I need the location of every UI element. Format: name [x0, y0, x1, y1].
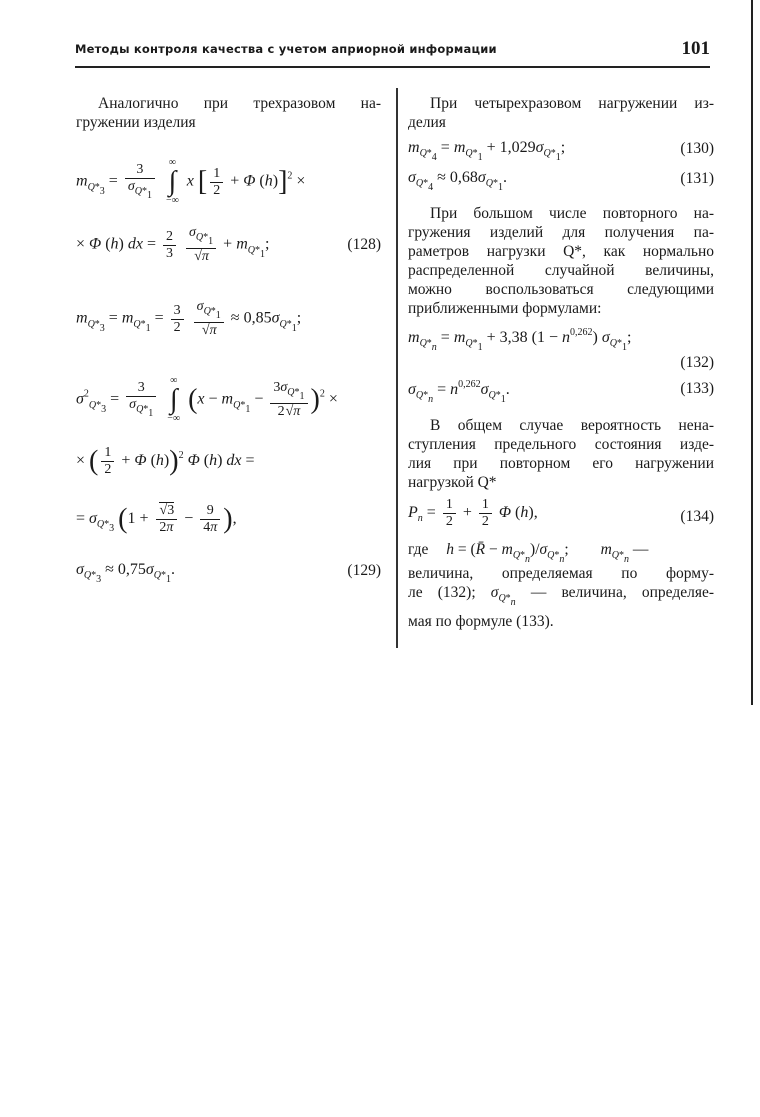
formula-134: $P_n$ = $\frac{1}{2}$ + $\frac{1}{2}$ Φ (h),	[408, 497, 538, 529]
formula-variance-part3: = $\sigma_{Q*_3}$ (1 + $\frac{√3}{2\pi}$ − $\frac{9}{4\pi}$ ),	[76, 503, 237, 535]
header-rule	[75, 66, 710, 68]
eq133-number: (133)	[680, 380, 714, 397]
tail-line3-a: ле (132);	[408, 584, 476, 601]
para2-line3: раметров нагрузки Q*, как нормально	[408, 243, 714, 260]
formula-130: $m_{Q*_4} = m_{Q*_1} + 1,029\sigma_{Q*_1}$;	[408, 139, 566, 163]
left-intro-line1: Аналогично при трехразовом на-	[98, 95, 381, 112]
eq-variance-line1	[76, 364, 381, 436]
para2-line1: При большом числе повторного на-	[430, 205, 714, 222]
formula-128-part1: $m_{Q*_3}$ = $\frac{3}{\sigma_{Q*_1}}$ ∞ ∫ −∞ x [ $\frac{1}{2}$ + Φ (h)]$^2$ ×	[76, 157, 306, 206]
left-column	[76, 94, 381, 590]
eq128-number: (128)	[347, 236, 381, 253]
column-divider	[396, 88, 398, 648]
eq132-line1	[408, 318, 714, 352]
where-line	[408, 538, 714, 564]
tail-line3-b: — величина, определяе-	[530, 584, 715, 601]
formula-128-part3: $m_{Q*_3} = m_{Q*_1}$ = $\frac{3}{2}$ $\frac{\sigma_{Q*_1}}{√\pi}$ ≈ $0,85\sigma_{Q*_1}$;	[76, 299, 302, 338]
para3-line4: нагрузкой Q*	[408, 474, 497, 491]
left-intro-line2: гружении изделия	[76, 114, 196, 131]
para3-line1: В общем случае вероятность нена-	[430, 417, 714, 434]
right-paragraph-2	[408, 204, 714, 318]
eq-variance-line3	[76, 492, 381, 554]
right-intro-line1: При четырехразовом нагружении из-	[430, 95, 714, 112]
page-number: 101	[681, 38, 710, 59]
para2-line4: распределенной случайной величины,	[408, 262, 714, 279]
eq129-line	[76, 554, 381, 590]
eq134-line	[408, 492, 714, 538]
where-word: где	[408, 541, 429, 558]
where-dash: —	[632, 541, 649, 558]
para2-line2: гружения изделий для получения па-	[408, 224, 714, 241]
eq131-line	[408, 162, 714, 196]
eq133-line	[408, 374, 714, 408]
para2-line6: приближенными формулами:	[408, 300, 602, 317]
eq134-number: (134)	[680, 508, 714, 525]
eq128-line1	[76, 132, 381, 216]
para3-line3: лия при повторном его нагружении	[408, 455, 714, 472]
para3-line2: ступления предельного состояния изде-	[408, 436, 714, 453]
formula-131: $\sigma_{Q*_4} \approx 0,68\sigma_{Q*_1}$.	[408, 169, 508, 193]
eq130-line	[408, 132, 714, 162]
where-clause: где h = (R̄ − $m_{Q*_n})/\sigma_{Q*_n}$; $m_{Q*_n}$ —	[408, 541, 649, 565]
formula-129: $\sigma_{Q*_3} \approx 0,75\sigma_{Q*_1}$.	[76, 561, 176, 585]
formula-128-part2: × Φ (h) dx = $\frac{2}{3}$ $\frac{\sigma_{Q*_1}}{√\pi}$ + $m_{Q*_1}$;	[76, 225, 270, 264]
tail-line4: мая по формуле (133).	[408, 613, 554, 630]
para2-line5: можно воспользоваться следующими	[408, 281, 714, 298]
running-header-title: Методы контроля качества с учетом априорной информации	[75, 42, 497, 56]
eq132-line2	[408, 352, 714, 374]
right-tail-paragraph	[408, 564, 714, 631]
formula-variance-part1: $\sigma^2_{Q*_3}$ = $\frac{3}{\sigma_{Q*_1}}$ ∞ ∫ −∞ ($x - m_{Q*_1}$ − $\frac{3\sigma_{Q*_1}}{2√\pi}$ )$^2$ ×	[76, 375, 338, 424]
eq131-number: (131)	[680, 170, 714, 187]
right-intro-line2: делия	[408, 114, 446, 131]
eq130-number: (130)	[680, 140, 714, 157]
page-edge-line	[751, 0, 753, 705]
right-column	[408, 94, 714, 631]
formula-133: $\sigma_{Q*_n} = n^{0,262}\sigma_{Q*_1}$.	[408, 379, 510, 405]
eq-variance-line2	[76, 436, 381, 492]
right-paragraph-3	[408, 416, 714, 492]
eq128-line2	[76, 216, 381, 286]
left-intro-paragraph	[76, 94, 381, 132]
tail-line3: ле (132); $\sigma_{Q*_n}$ — величина, определяе-	[408, 584, 715, 608]
eq129-number: (129)	[347, 562, 381, 579]
formula-132: $m_{Q*_n} = m_{Q*_1} + 3,38$ $(1 - n^{0,262})$ $\sigma_{Q*_1}$;	[408, 327, 632, 353]
eq128-line3	[76, 286, 381, 364]
eq132-number: (132)	[680, 354, 714, 371]
tail-line2: величина, определяемая по форму-	[408, 565, 714, 582]
formula-variance-part2: × ( $\frac{1}{2}$ + Φ (h))$^2$ Φ (h) dx =	[76, 445, 255, 477]
right-intro-paragraph	[408, 94, 714, 132]
